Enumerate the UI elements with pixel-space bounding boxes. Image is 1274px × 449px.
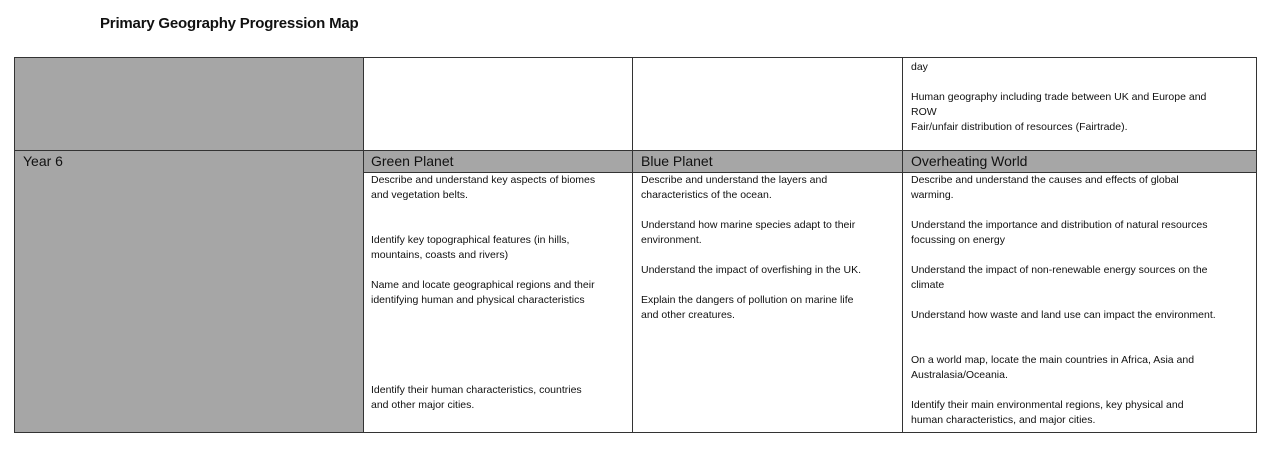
objective-line (371, 338, 595, 353)
objective-line: characteristics of the ocean. (641, 189, 772, 201)
year-label: Year 6 (23, 153, 63, 169)
objective-line: identifying human and physical characteristics (371, 294, 585, 306)
objective-line (371, 203, 595, 218)
objective-line (371, 323, 595, 338)
progression-table (14, 57, 1257, 433)
objective-line (911, 293, 1216, 308)
objective-line: Understand the impact of non-renewable energy sources on the (911, 264, 1208, 276)
objective-line: Identify their human characteristics, countries (371, 384, 582, 396)
objective-line: Describe and understand the causes and effects of global (911, 174, 1179, 186)
objective-line: environment. (641, 234, 702, 246)
text-line: day (911, 61, 928, 73)
objective-line (371, 368, 595, 383)
objective-line (911, 383, 1216, 398)
objective-line: Identify their main environmental regions, key physical and (911, 399, 1184, 411)
objective-line: Describe and understand key aspects of biomes (371, 174, 596, 186)
objective-line (371, 218, 595, 233)
objective-line: and other major cities. (371, 399, 475, 411)
objective-line: Understand the importance and distribution of natural resources (911, 219, 1208, 231)
objective-line: and other creatures. (641, 309, 735, 321)
objective-line: Name and locate geographical regions and their (371, 279, 595, 291)
objective-line: mountains, coasts and rivers) (371, 249, 509, 261)
objective-line: and vegetation belts. (371, 189, 468, 201)
text-line: ROW (911, 106, 937, 118)
top-row-col4-text (911, 60, 1206, 135)
topic-header-bar (363, 151, 1256, 172)
objective-line (641, 248, 861, 263)
objective-line (911, 203, 1216, 218)
objective-line: warming. (911, 189, 954, 201)
text-line: Fair/unfair distribution of resources (Fairtrade). (911, 121, 1128, 133)
row-divider (15, 150, 1256, 151)
page-title: Primary Geography Progression Map (100, 15, 359, 32)
objective-line (371, 308, 595, 323)
objective-line: Explain the dangers of pollution on marine life (641, 294, 854, 306)
objective-line: Understand the impact of overfishing in the UK. (641, 264, 862, 276)
column-divider (363, 58, 364, 432)
objective-line: Australasia/Oceania. (911, 369, 1008, 381)
blue-planet-objectives (641, 173, 861, 323)
column-divider (902, 58, 903, 432)
overheating-world-objectives (911, 173, 1216, 428)
objective-line: Understand how marine species adapt to their (641, 219, 856, 231)
objective-line (911, 338, 1216, 353)
objective-line (641, 278, 861, 293)
objective-line: Identify key topographical features (in hills, (371, 234, 570, 246)
objective-line (371, 263, 595, 278)
objective-line: Describe and understand the layers and (641, 174, 828, 186)
text-line: Human geography including trade between UK and Europe and (911, 91, 1207, 103)
green-planet-objectives (371, 173, 595, 413)
objective-line: Understand how waste and land use can impact the environment. (911, 309, 1216, 321)
objective-line (911, 248, 1216, 263)
objective-line: focussing on energy (911, 234, 1005, 246)
heading-overheating-world: Overheating World (911, 153, 1028, 169)
year-column-shading (15, 58, 363, 432)
heading-blue-planet: Blue Planet (641, 153, 713, 169)
column-divider (632, 58, 633, 432)
objective-line: human characteristics, and major cities. (911, 414, 1096, 426)
heading-green-planet: Green Planet (371, 153, 454, 169)
text-line (911, 75, 1206, 90)
objective-line: On a world map, locate the main countries in Africa, Asia and (911, 354, 1195, 366)
objective-line (641, 203, 861, 218)
objective-line (911, 323, 1216, 338)
objective-line: climate (911, 279, 945, 291)
objective-line (371, 353, 595, 368)
